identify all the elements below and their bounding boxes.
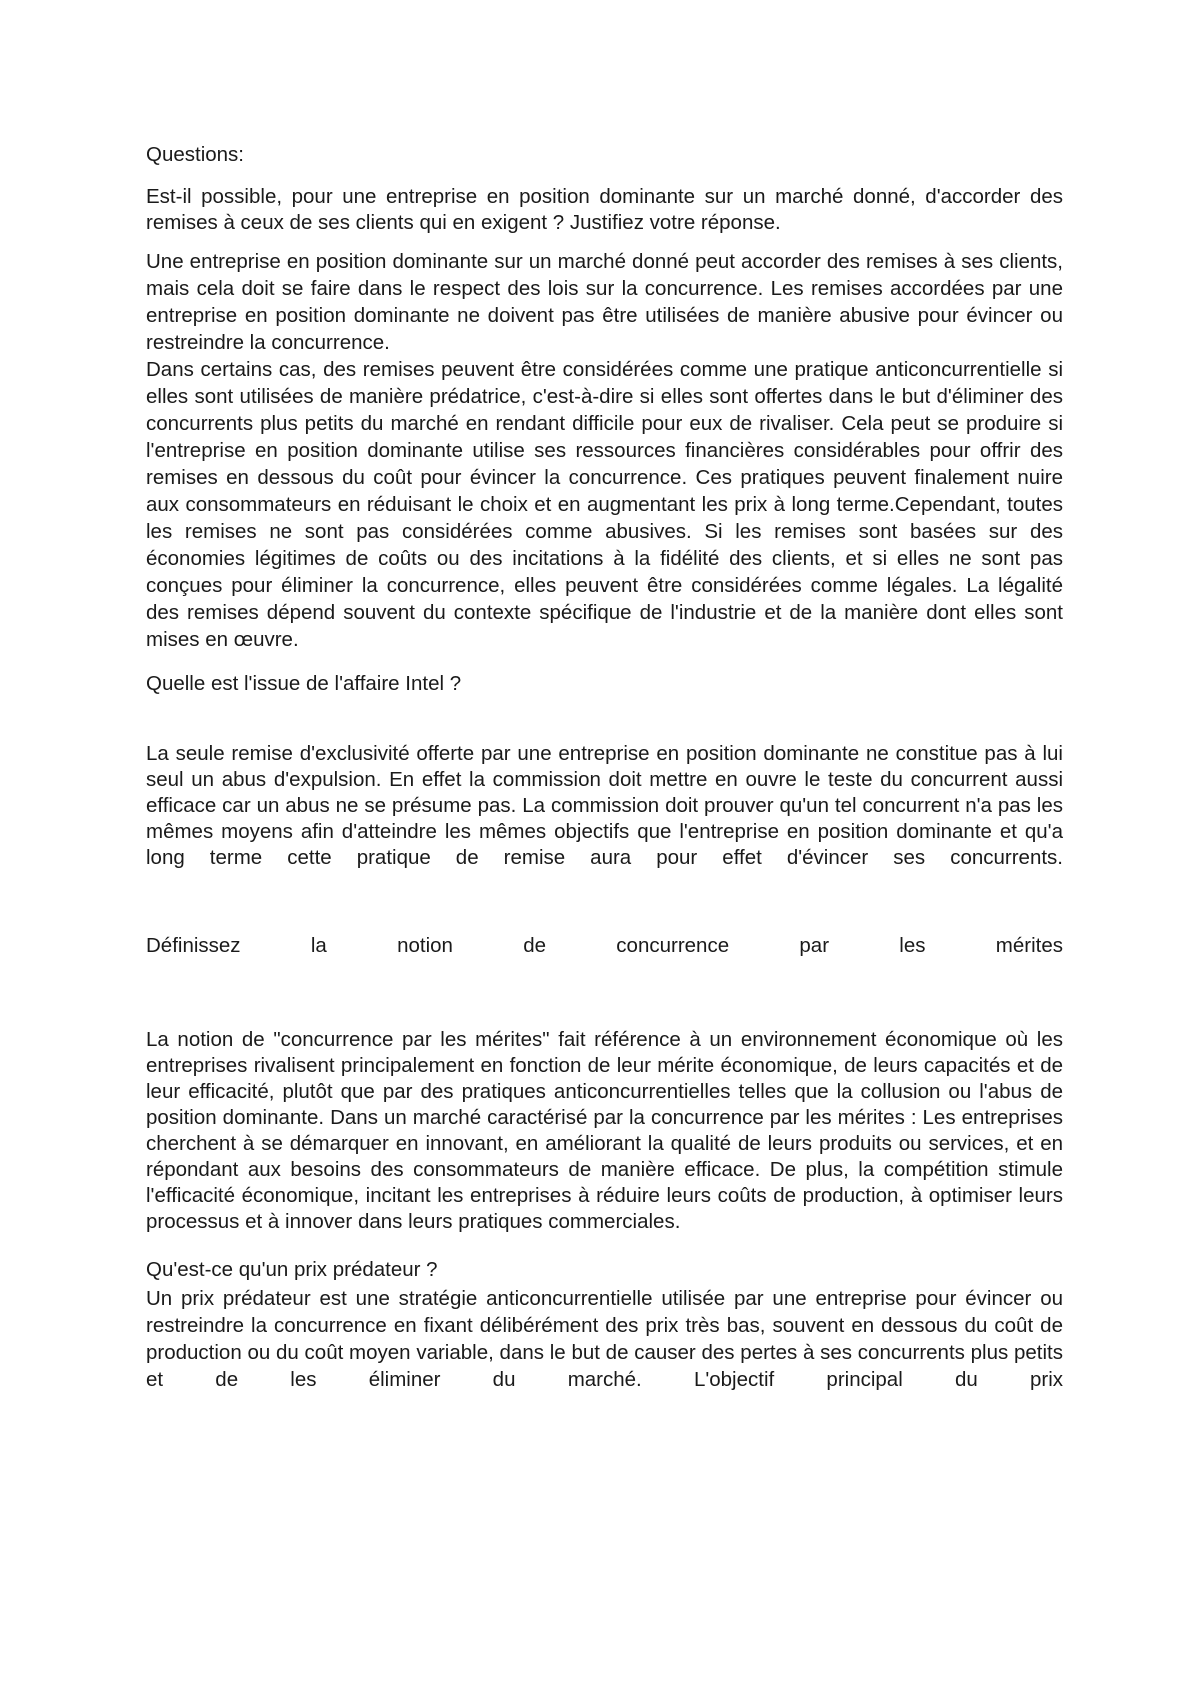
question-merites: Définissez la notion de concurrence par les mérites — [146, 934, 1063, 957]
answer-intel: La seule remise d'exclusivité offerte par une entreprise en position dominante ne constitue pas à lui seul un abus d'expulsion. En effet la commission doit mettre en ouvre le teste du concurrent aussi efficace car un abus ne se présume pas. La commission doit prouver qu'un tel concurrent n'a pas les mêmes moyens afin d'atteindre les mêmes objectifs que l'entreprise en position dominante et qu'a long terme cette pratique de remise aura pour effet d'évincer ses concurrents. — [146, 742, 1063, 869]
document-page — [146, 140, 1063, 1393]
question-prix-predateur: Qu'est-ce qu'un prix prédateur ? — [146, 1258, 438, 1281]
heading-questions: Questions: — [146, 143, 244, 166]
question-intel: Quelle est l'issue de l'affaire Intel ? — [146, 672, 462, 695]
answer-remises-paragraph-2: Dans certains cas, des remises peuvent être considérées comme une pratique anticoncurrentielle si elles sont utilisées de manière prédatrice, c'est-à-dire si elles sont offertes dans le but d'éliminer des concurrents plus petits du marché en rendant difficile pour eux de rivaliser. Cela peut se produire si l'entreprise en position dominante utilise ses ressources financières considérables pour offrir des remises en dessous du coût pour évincer la concurrence. Ces pratiques peuvent finalement nuire aux consommateurs en réduisant le choix et en augmentant les prix à long terme.Cependant, toutes les remises ne sont pas considérées comme abusives. Si les remises sont basées sur des économies légitimes de coûts ou des incitations à la fidélité des clients, et si elles ne sont pas conçues pour éliminer la concurrence, elles peuvent être considérées comme légales. La légalité des remises dépend souvent du contexte spécifique de l'industrie et de la manière dont elles sont mises en œuvre. — [146, 358, 1063, 651]
answer-merites: La notion de "concurrence par les mérites" fait référence à un environnement économique où les entreprises rivalisent principalement en fonction de leur mérite économique, de leurs capacités et de leur efficacité, plutôt que par des pratiques anticoncurrentielles telles que la collusion ou l'abus de position dominante. Dans un marché caractérisé par la concurrence par les mérites : Les entreprises cherchent à se démarquer en innovant, en améliorant la qualité de leurs produits ou services, et en répondant aux besoins des consommateurs de manière efficace. De plus, la compétition stimule l'efficacité économique, incitant les entreprises à réduire leurs coûts de production, à optimiser leurs processus et à innover dans leurs pratiques commerciales. — [146, 1028, 1063, 1233]
answer-remises-paragraph-1: Une entreprise en position dominante sur un marché donné peut accorder des remises à ses clients, mais cela doit se faire dans le respect des lois sur la concurrence. Les remises accordées par une entreprise en position dominante ne doivent pas être utilisées de manière abusive pour évincer ou restreindre la concurrence. — [146, 250, 1063, 354]
answer-prix-predateur: Un prix prédateur est une stratégie anticoncurrentielle utilisée par une entreprise pour évincer ou restreindre la concurrence en fixant délibérément des prix très bas, souvent en dessous du coût de production ou du coût moyen variable, dans le but de causer des pertes à ses concurrents plus petits et de les éliminer du marché. L'objectif principal du prix — [146, 1287, 1063, 1391]
question-remises: Est-il possible, pour une entreprise en position dominante sur un marché donné, d'accorder des remises à ceux de ses clients qui en exigent ? Justifiez votre réponse. — [146, 185, 1063, 234]
